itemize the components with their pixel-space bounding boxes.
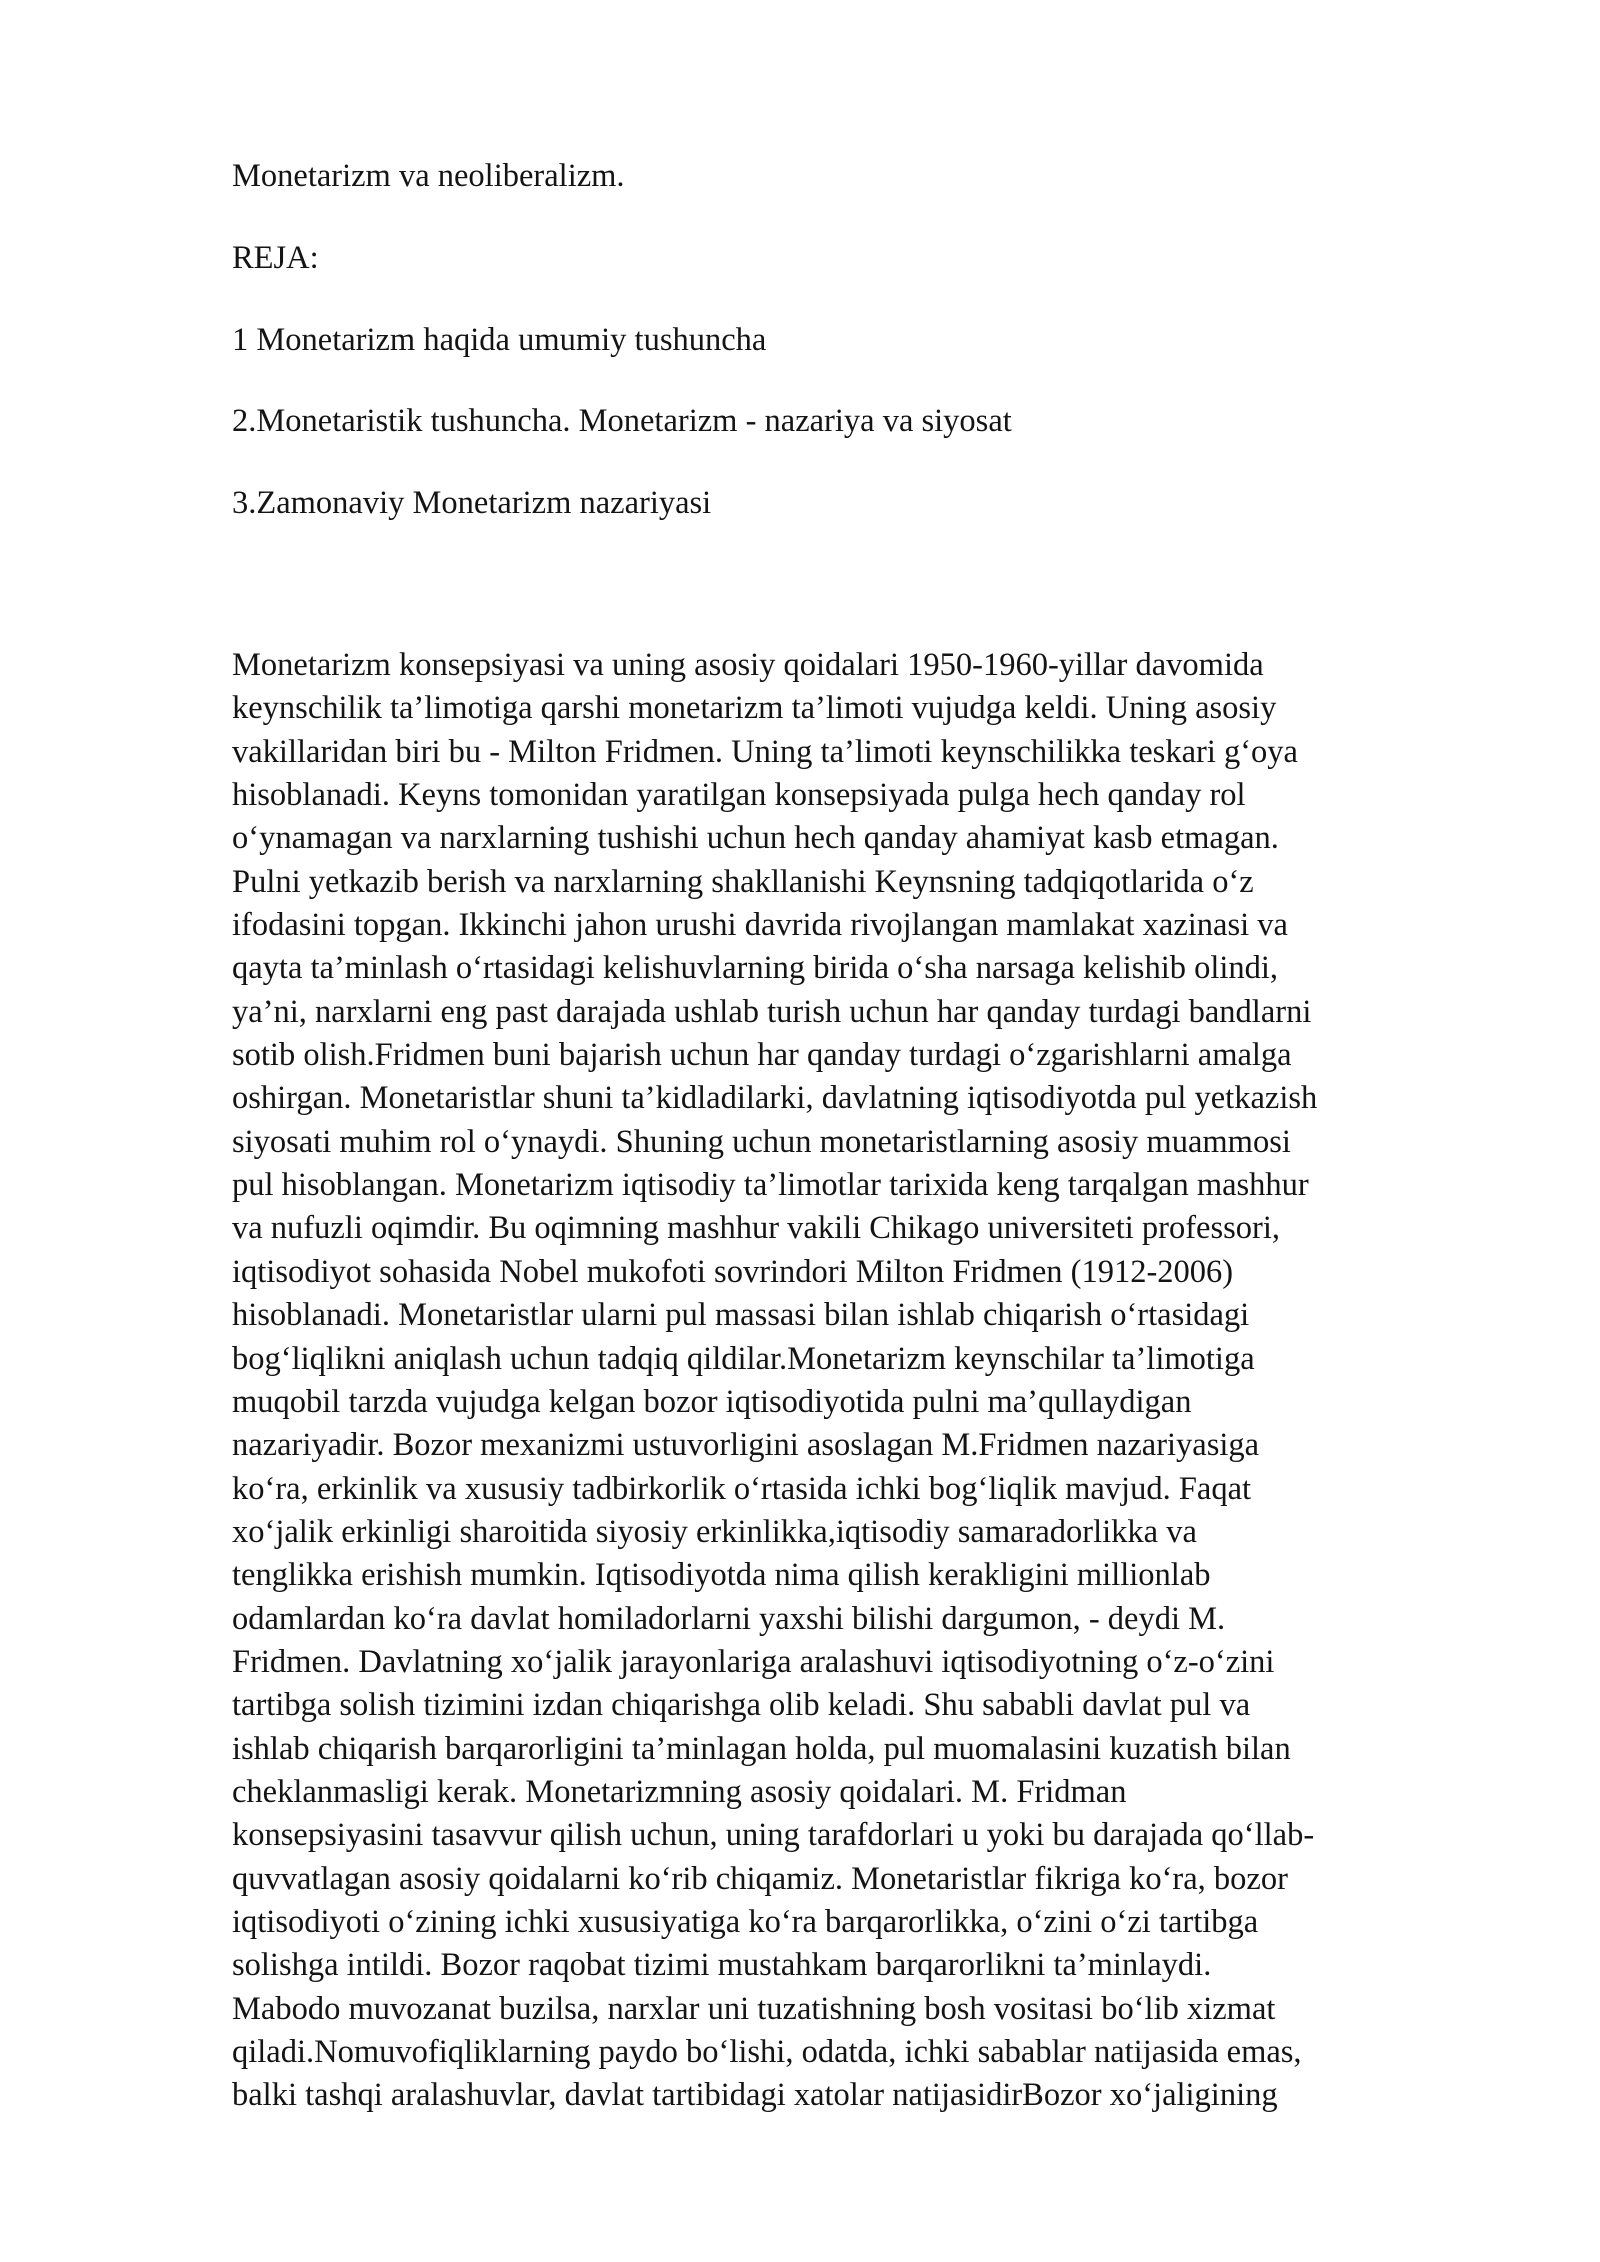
body-line: siyosati muhim rol o‘ynaydi. Shuning uchun monetaristlarning asosiy muammosi xyxy=(232,1123,1291,1160)
plan-item-2: 2.Monetaristik tushuncha. Monetarizm - nazariya va siyosat xyxy=(232,403,1012,439)
body-line: konsepsiyasini tasavvur qilish uchun, uning tarafdorlari u yoki bu darajada qo‘llab- xyxy=(232,1817,1315,1854)
body-line: o‘ynamagan va narxlarning tushishi uchun hech qanday ahamiyat kasb etmagan. xyxy=(232,820,1279,857)
body-line: hisoblanadi. Monetaristlar ularni pul massasi bilan ishlab chiqarish o‘rtasidagi xyxy=(232,1297,1250,1334)
body-line: iqtisodiyot sohasida Nobel mukofoti sovrindori Milton Fridmen (1912-2006) xyxy=(232,1253,1234,1290)
body-line: ko‘ra, erkinlik va xususiy tadbirkorlik o‘rtasida ichki bog‘liqlik mavjud. Faqat xyxy=(232,1470,1252,1507)
body-line: hisoblanadi. Keyns tomonidan yaratilgan konsepsiyada pulga hech qanday rol xyxy=(232,777,1246,814)
body-line: tenglikka erishish mumkin. Iqtisodiyotda nima qilish kerakligini millionlab xyxy=(232,1557,1211,1594)
body-line: pul hisoblangan. Monetarizm iqtisodiy ta’limotlar tarixida keng tarqalgan mashhur xyxy=(232,1167,1309,1204)
body-line: Mabodo muvozanat buzilsa, narxlar uni tuzatishning bosh vositasi bo‘lib xizmat xyxy=(232,1990,1276,2027)
body-line: ifodasini topgan. Ikkinchi jahon urushi davrida rivojlangan mamlakat xazinasi va xyxy=(232,907,1288,944)
body-line: qiladi.Nomuvofiqliklarning paydo bo‘lishi, odatda, ichki sabablar natijasida emas, xyxy=(232,2034,1302,2070)
body-line: iqtisodiyoti o‘zining ichki xususiyatiga ko‘ra barqarorlikka, o‘zini o‘zi tartibga xyxy=(232,1903,1259,1940)
body-line: nazariyadir. Bozor mexanizmi ustuvorligini asoslagan M.Fridmen nazariyasiga xyxy=(232,1427,1260,1464)
body-paragraph xyxy=(232,644,1522,2118)
body-line: qayta ta’minlash o‘rtasidagi kelishuvlarning birida o‘sha narsaga kelishib olindi, xyxy=(232,950,1279,987)
plan-item-3: 3.Zamonaviy Monetarizm nazariyasi xyxy=(232,485,712,521)
body-line: balki tashqi aralashuvlar, davlat tartibidagi xatolar natijasidirBozor xo‘jaligining xyxy=(232,2077,1278,2114)
plan-item-1: 1 Monetarizm haqida umumiy tushuncha xyxy=(232,322,767,358)
body-line: vakillaridan biri bu - Milton Fridmen. Uning ta’limoti keynschilikka teskari g‘oya xyxy=(232,733,1298,770)
body-line: bog‘liqlikni aniqlash uchun tadqiq qildilar.Monetarizm keynschilar ta’limotiga xyxy=(232,1340,1255,1377)
body-line: quvvatlagan asosiy qoidalarni ko‘rib chiqamiz. Monetaristlar fikriga ko‘ra, bozor xyxy=(232,1860,1288,1897)
body-line: cheklanmasligi kerak. Monetarizmning asosiy qoidalari. M. Fridman xyxy=(232,1773,1127,1810)
body-line: solishga intildi. Bozor raqobat tizimi mustahkam barqarorlikni ta’minlaydi. xyxy=(232,1947,1212,1984)
body-line: sotib olish.Fridmen buni bajarish uchun har qanday turdagi o‘zgarishlarni amalga xyxy=(232,1037,1292,1074)
plan-label: REJA: xyxy=(232,240,319,276)
body-line: keynschilik ta’limotiga qarshi monetarizm ta’limoti vujudga keldi. Uning asosiy xyxy=(232,690,1277,727)
body-line: muqobil tarzda vujudga kelgan bozor iqtisodiyotida pulni ma’qullaydigan xyxy=(232,1383,1192,1420)
body-line: Monetarizm konsepsiyasi va uning asosiy qoidalari 1950-1960-yillar davomida xyxy=(232,647,1264,683)
body-line: odamlardan ko‘ra davlat homiladorlarni yaxshi bilishi dargumon, - deydi M. xyxy=(232,1600,1226,1637)
body-line: Fridmen. Davlatning xo‘jalik jarayonlariga aralashuvi iqtisodiyotning o‘z-o‘zini xyxy=(232,1643,1275,1680)
body-line: xo‘jalik erkinligi sharoitida siyosiy erkinlikka,iqtisodiy samaradorlikka va xyxy=(232,1513,1197,1550)
body-line: ishlab chiqarish barqarorligini ta’minlagan holda, pul muomalasini kuzatish bilan xyxy=(232,1730,1291,1767)
body-line: ya’ni, narxlarni eng past darajada ushlab turish uchun har qanday turdagi bandlarni xyxy=(232,993,1312,1030)
body-line: tartibga solish tizimini izdan chiqarishga olib keladi. Shu sababli davlat pul va xyxy=(232,1687,1251,1724)
body-line: va nufuzli oqimdir. Bu oqimning mashhur vakili Chikago universiteti professori, xyxy=(232,1210,1280,1247)
document-title: Monetarizm va neoliberalizm. xyxy=(232,158,625,194)
body-line: Pulni yetkazib berish va narxlarning shakllanishi Keynsning tadqiqotlarida o‘z xyxy=(232,863,1254,900)
body-line: oshirgan. Monetaristlar shuni ta’kidladilarki, davlatning iqtisodiyotda pul yetkazish xyxy=(232,1080,1318,1117)
